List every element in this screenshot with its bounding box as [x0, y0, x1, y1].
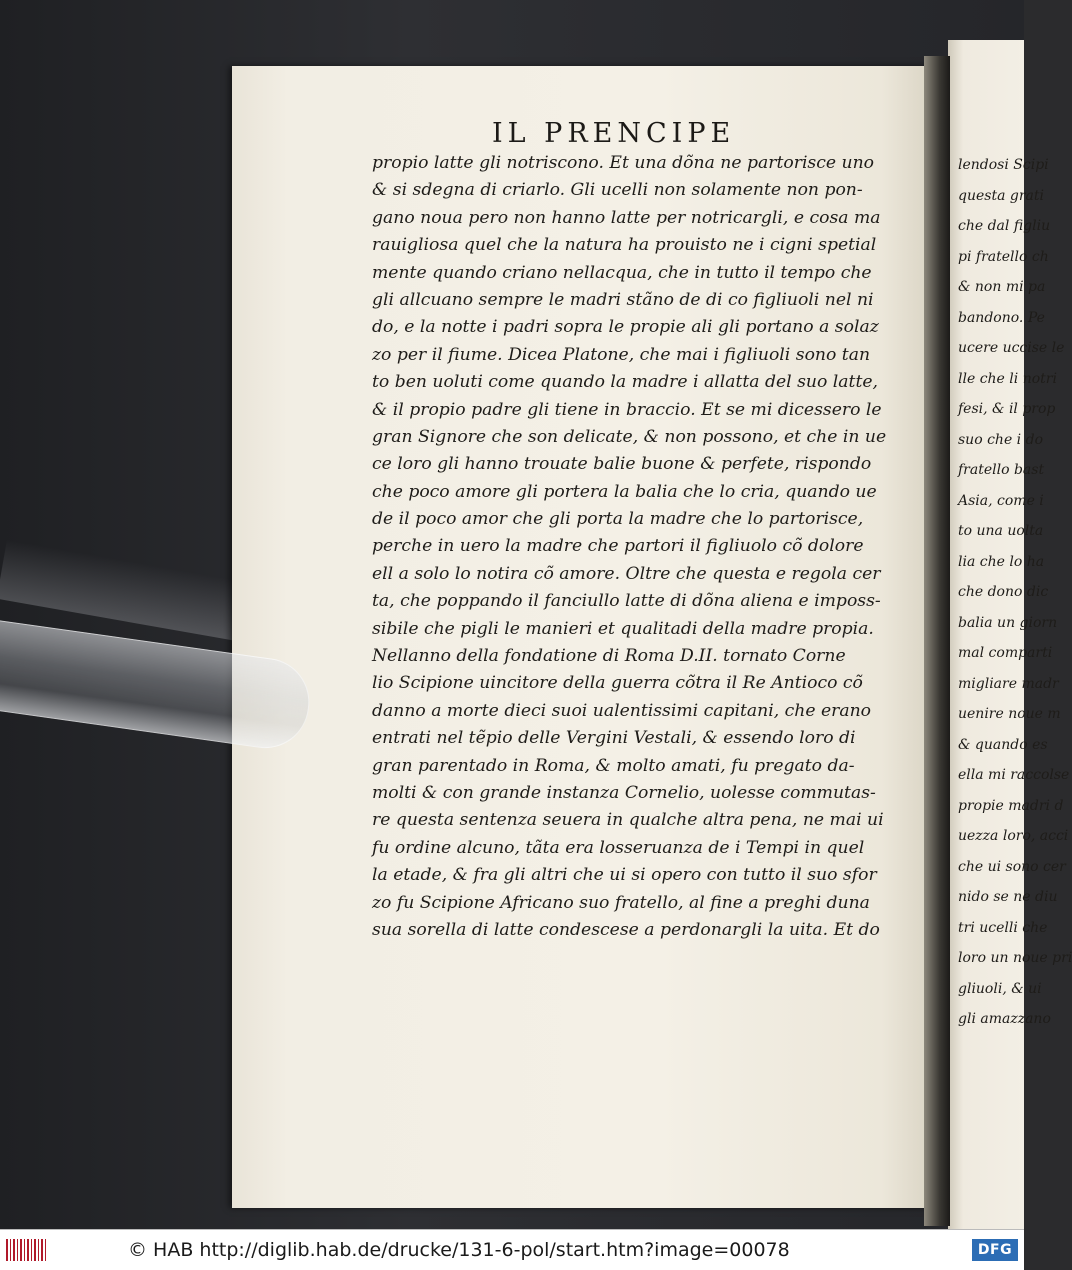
right-page-text-line: balia un giorn [958, 614, 1058, 631]
text-line: mente quando criano nellacqua, che in tutto il tempo che [372, 262, 872, 283]
right-page-text-line: lia che lo ha [958, 553, 1045, 570]
main-text-block [372, 150, 910, 944]
right-page-text-line: fesi, & il prop [958, 401, 1056, 417]
right-page-text-line: gliuoli, & ui [958, 980, 1042, 997]
text-line: do, e la notte i padri sopra le propie ali gli portano a solaz [372, 317, 879, 338]
text-line: de il poco amor che gli porta la madre che lo partorisce, [372, 509, 864, 530]
right-page-text-line: Asia, come i [958, 492, 1044, 509]
right-page-text-block [958, 150, 1072, 1035]
attribution-link[interactable]: © HAB http://diglib.hab.de/drucke/131-6-pol/start.htm?image=00078 [128, 1239, 790, 1261]
text-line: zo per il fiume. Dicea Platone, che mai i figliuoli sono tan [372, 344, 871, 365]
text-line: gli allcuano sempre le madri stãno de di co figliuoli nel ni [372, 289, 874, 310]
text-line: & si sdegna di criarlo. Gli ucelli non solamente non pon- [372, 180, 863, 201]
right-page-text-line: che dal figliu [958, 218, 1051, 234]
right-page-text-line: nido se ne diu [958, 889, 1058, 905]
text-line: & il propio padre gli tiene in braccio. Et se mi dicessero le [372, 399, 882, 420]
right-page-text-line: che dono dic [958, 584, 1049, 600]
right-page-text-line: suo che i do [958, 431, 1043, 448]
text-line: che poco amore gli portera la balia che lo cria, quando ue [372, 481, 877, 502]
right-page-text-line: lendosi Scipi [958, 157, 1049, 173]
text-line: zo fu Scipione Africano suo fratello, al fine a preghi duna [372, 892, 870, 913]
right-page-text-line: che ui sono cer [958, 858, 1066, 875]
right-page-text-line: bandono. Pe [958, 309, 1045, 326]
right-page-text-line: uenire noue m [958, 706, 1061, 722]
text-line: propio latte gli notriscono. Et una dõna ne partorisce uno [372, 153, 875, 173]
right-page-text-line: uezza loro, acci [958, 828, 1069, 844]
right-page-text-line: & quando es [958, 736, 1048, 753]
text-line: entrati nel tẽpio delle Vergini Vestali, & essendo loro di [372, 728, 856, 749]
text-line: la etade, & fra gli altri che ui si opero con tutto il suo sfor [372, 865, 877, 886]
footer-bar [0, 1229, 1024, 1270]
book-gutter [924, 56, 950, 1226]
text-line: ce loro gli hanno trouate balie buone & perfete, rispondo [372, 454, 872, 475]
right-page-text-line: mal comparti [958, 645, 1053, 661]
right-page-text-line: ucere uccise le [958, 340, 1065, 356]
dfg-logo: DFG [972, 1239, 1018, 1261]
text-line: ta, che poppando il fanciullo latte di dõna aliena e imposs- [372, 591, 881, 612]
text-line: gran parentado in Roma, & molto amati, fu pregato da- [372, 755, 855, 776]
text-line: gano noua pero non hanno latte per notricargli, e cosa ma [372, 207, 881, 228]
text-line: danno a morte dieci suoi ualentissimi capitani, che erano [372, 700, 872, 721]
text-line: molti & con grande instanza Cornelio, uolesse commutas- [372, 782, 876, 803]
text-line: ell a solo lo notira cõ amore. Oltre che questa e regola cer [372, 563, 881, 584]
text-line: sibile che pigli le manieri et qualitadi della madre propia. [372, 618, 874, 639]
hab-barcode-icon [6, 1239, 48, 1261]
right-page-text-line: questa grati [958, 187, 1044, 204]
right-page-text-line: propie madri d [958, 797, 1064, 814]
right-page-text-line: ella mi raccolse [958, 767, 1070, 783]
text-line: re questa sentenza seuera in qualche altra pena, ne mai ui [372, 810, 884, 831]
right-page-text-line: to una uolta [958, 523, 1044, 539]
right-page-text-line: lle che li notri [958, 370, 1057, 387]
text-line: rauigliosa quel che la natura ha prouisto ne i cigni spetial [372, 235, 877, 256]
running-head: IL PRENCIPE [492, 118, 736, 149]
text-line: Nellanno della fondatione di Roma D.II. tornato Corne [372, 646, 846, 667]
right-page-text-line: pi fratello ch [958, 248, 1049, 265]
right-page-text-line: gli amazzano [958, 1011, 1051, 1027]
right-page-text-line: & non mi pa [958, 279, 1046, 295]
text-line: perche in uero la madre che partori il figliuolo cõ dolore [372, 536, 864, 557]
text-line: fu ordine alcuno, tãta era losseruanza de i Tempi in quel [372, 837, 865, 858]
right-page-text-line: migliare madr [958, 675, 1059, 692]
right-page-text-line: tri ucelli che [958, 919, 1048, 936]
right-page-text-line: loro un noue pri [958, 950, 1072, 966]
right-page-text-line: fratello bast [958, 462, 1045, 478]
text-line: lio Scipione uincitore della guerra cõtra il Re Antioco cõ [372, 673, 863, 694]
text-line: gran Signore che son delicate, & non possono, et che in ue [372, 426, 887, 447]
text-line: sua sorella di latte condescese a perdonargli la uita. Et do [372, 919, 880, 940]
text-line: to ben uoluti come quando la madre i allatta del suo latte, [372, 372, 878, 393]
